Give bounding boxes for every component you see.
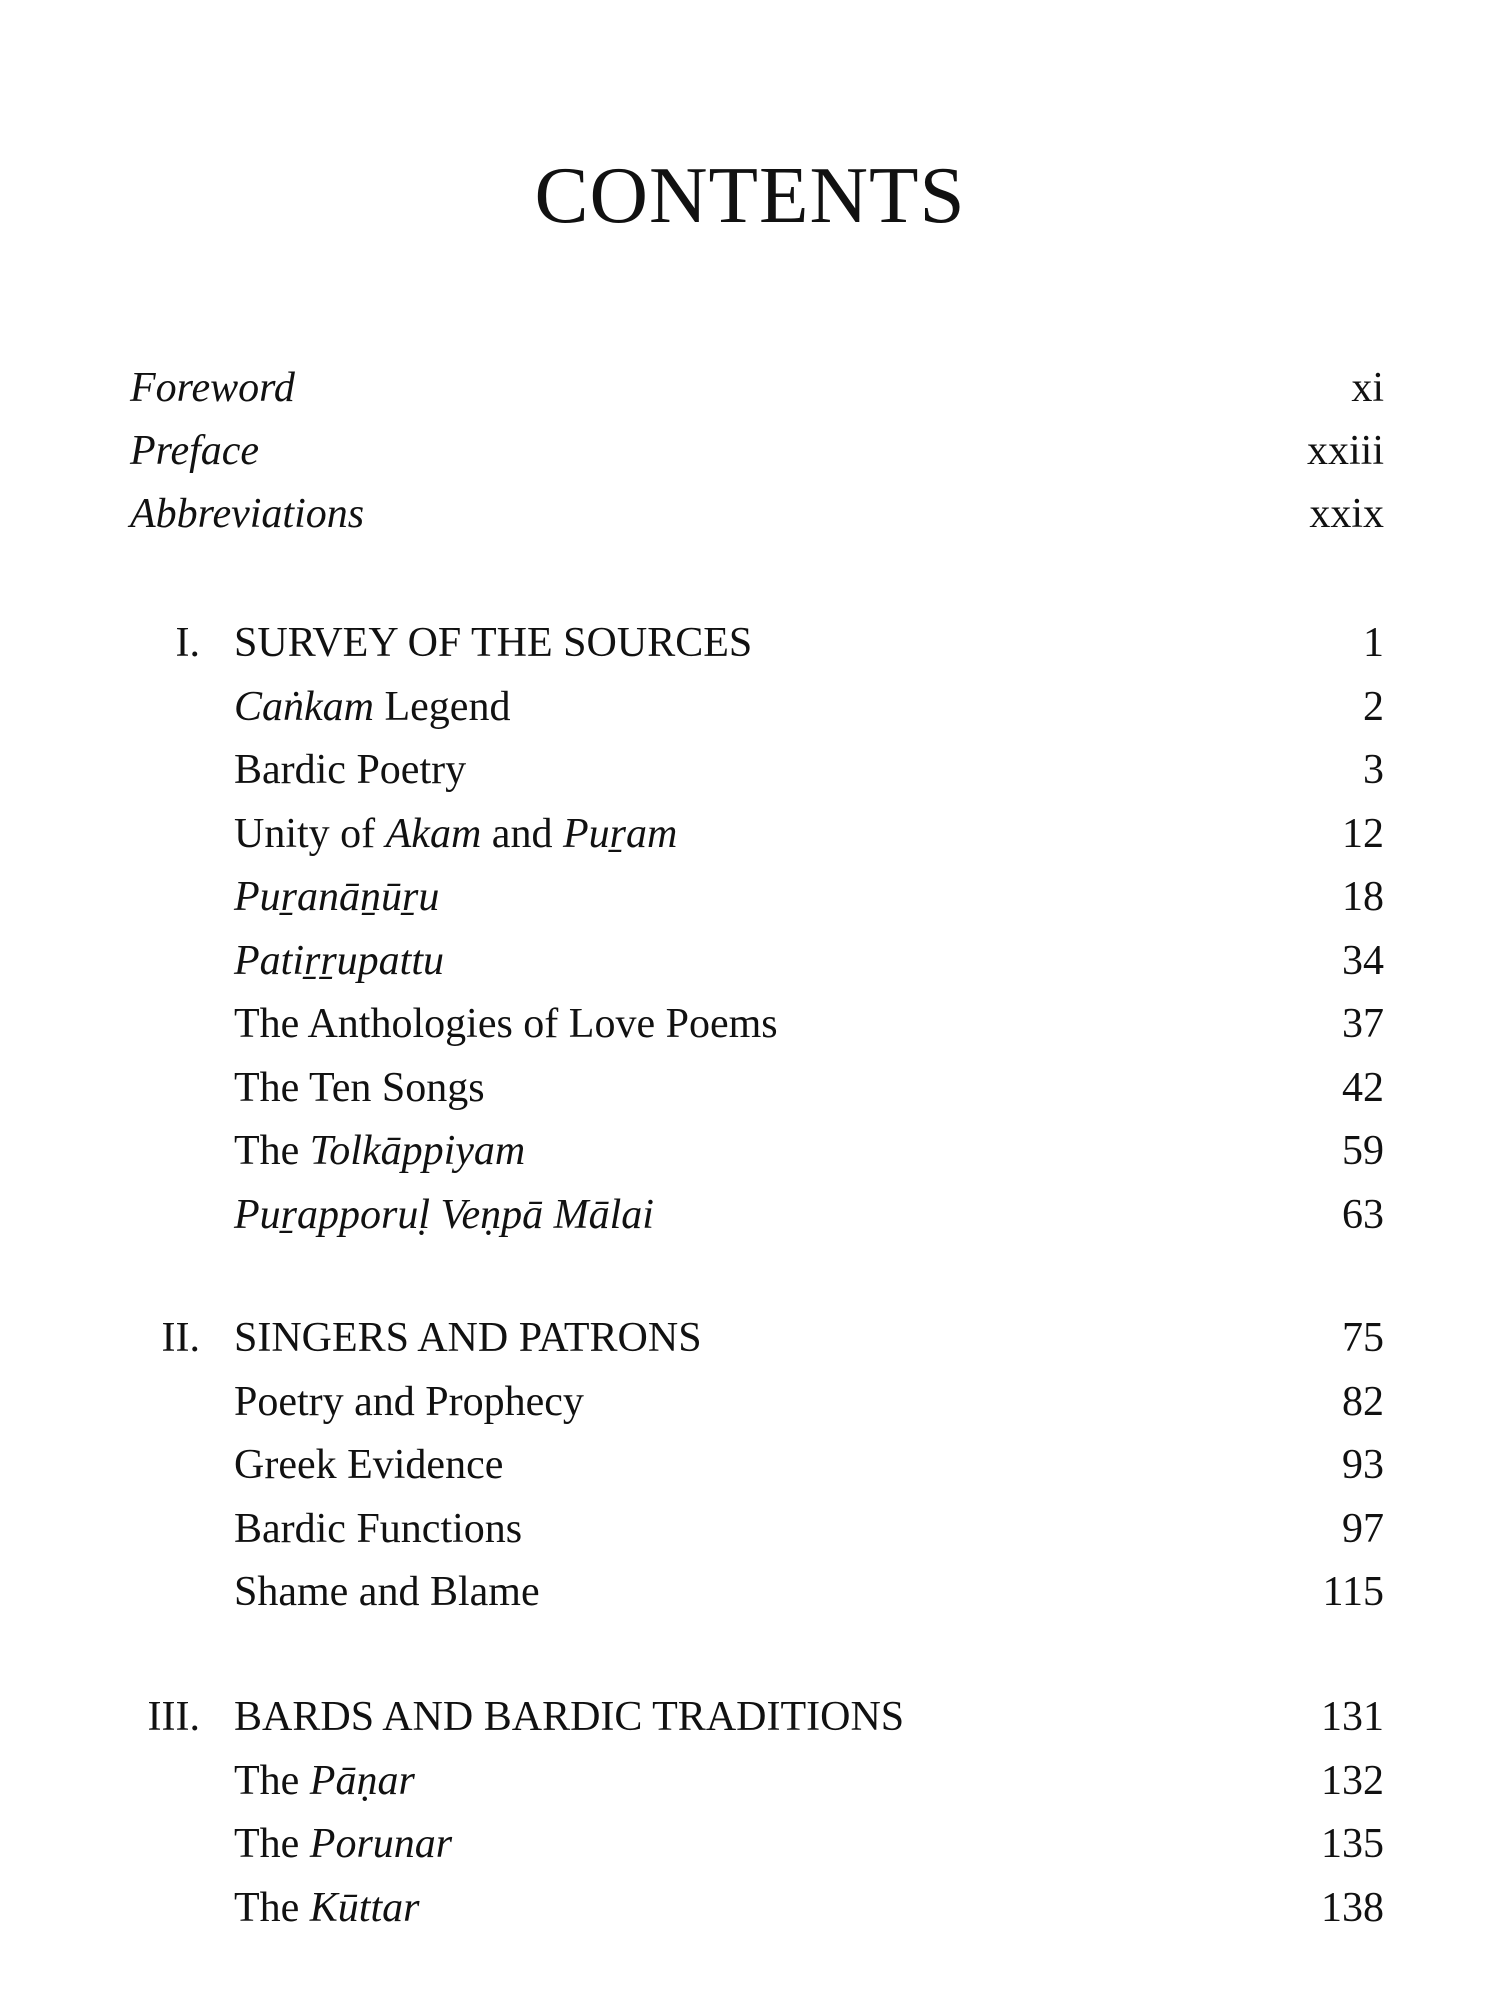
entry-title: Preface bbox=[130, 428, 260, 474]
section-title bbox=[234, 740, 466, 800]
chapter-numeral: I. bbox=[175, 620, 200, 666]
section-entry bbox=[0, 677, 1500, 737]
section-entry bbox=[0, 1878, 1500, 1938]
title-part: Unity of bbox=[234, 811, 386, 857]
page-number: 34 bbox=[1342, 938, 1384, 984]
title-part: Akam bbox=[385, 811, 482, 857]
title-part: The bbox=[234, 1821, 310, 1867]
page-number: 3 bbox=[1363, 747, 1384, 793]
page-number: 37 bbox=[1342, 1001, 1384, 1047]
page-number: xxiii bbox=[1306, 428, 1384, 474]
front-matter-entry bbox=[0, 484, 1500, 544]
title-part: Legend bbox=[374, 684, 511, 730]
section-title bbox=[234, 1435, 503, 1495]
section-title bbox=[234, 1562, 540, 1622]
section-title bbox=[234, 931, 444, 991]
page-number: 138 bbox=[1321, 1885, 1384, 1931]
section-title bbox=[234, 1878, 420, 1938]
section-title bbox=[234, 867, 439, 927]
title-part: Puṟanāṉūṟu bbox=[234, 874, 440, 920]
title-part: Puṟapporuḷ Veṇpā Mālai bbox=[234, 1192, 654, 1238]
section-title bbox=[234, 1058, 485, 1118]
section-title bbox=[234, 804, 677, 864]
section-title bbox=[234, 1499, 522, 1559]
entry-title: Abbreviations bbox=[130, 491, 365, 537]
front-matter-entry bbox=[0, 421, 1500, 481]
title-part: and bbox=[481, 811, 563, 857]
section-entry bbox=[0, 1562, 1500, 1622]
page-number: 93 bbox=[1342, 1442, 1384, 1488]
section-entry bbox=[0, 740, 1500, 800]
title-part: The bbox=[234, 1758, 310, 1804]
page-number: 59 bbox=[1342, 1128, 1384, 1174]
page-number: 131 bbox=[1321, 1694, 1384, 1740]
chapter-title: BARDS AND BARDIC TRADITIONS bbox=[234, 1694, 905, 1740]
entry-title: Foreword bbox=[130, 365, 295, 411]
section-title bbox=[234, 677, 510, 737]
section-title bbox=[234, 1121, 525, 1181]
page-title: CONTENTS bbox=[534, 150, 966, 240]
title-part: The Anthologies of Love Poems bbox=[234, 1001, 778, 1047]
chapter-title: SINGERS AND PATRONS bbox=[234, 1315, 702, 1361]
section-entry bbox=[0, 1121, 1500, 1181]
title-part: Puṟam bbox=[562, 811, 678, 857]
page-number: xxix bbox=[1309, 491, 1384, 537]
title-part: The bbox=[234, 1885, 310, 1931]
title-part: Poetry and Prophecy bbox=[234, 1379, 584, 1425]
title-part: Porunar bbox=[309, 1821, 453, 1867]
page-number: 135 bbox=[1321, 1821, 1384, 1867]
title-part: Bardic Functions bbox=[234, 1506, 523, 1552]
chapter-heading bbox=[0, 613, 1500, 673]
page-number: 97 bbox=[1342, 1506, 1384, 1552]
title-part: Shame and Blame bbox=[234, 1569, 540, 1615]
front-matter-entry bbox=[0, 358, 1500, 418]
title-part: The Ten Songs bbox=[234, 1065, 485, 1111]
page-number: 75 bbox=[1342, 1315, 1384, 1361]
title-part: Kūttar bbox=[309, 1885, 420, 1931]
title-part: Caṅkam bbox=[234, 684, 374, 730]
title-part: Tolkāppiyam bbox=[309, 1128, 526, 1174]
section-title bbox=[234, 1185, 654, 1245]
title-part: Bardic Poetry bbox=[234, 747, 467, 793]
section-title bbox=[234, 1372, 584, 1432]
page-number: 115 bbox=[1322, 1569, 1384, 1615]
page-number: 63 bbox=[1342, 1192, 1384, 1238]
section-entry bbox=[0, 1058, 1500, 1118]
section-entry bbox=[0, 1185, 1500, 1245]
chapter-heading bbox=[0, 1308, 1500, 1368]
page-number: 42 bbox=[1342, 1065, 1384, 1111]
section-entry bbox=[0, 931, 1500, 991]
page-number: 1 bbox=[1363, 620, 1384, 666]
page-number: 82 bbox=[1342, 1379, 1384, 1425]
chapter-numeral: II. bbox=[161, 1315, 200, 1361]
section-entry bbox=[0, 994, 1500, 1054]
title-part: Patiṟṟupattu bbox=[234, 938, 445, 984]
page-number: xi bbox=[1351, 365, 1384, 411]
section-entry bbox=[0, 1435, 1500, 1495]
page-number: 18 bbox=[1342, 874, 1384, 920]
chapter-numeral: III. bbox=[147, 1694, 200, 1740]
page-number: 2 bbox=[1363, 684, 1384, 730]
section-entry bbox=[0, 1372, 1500, 1432]
section-title bbox=[234, 994, 778, 1054]
section-title bbox=[234, 1814, 452, 1874]
title-part: The bbox=[234, 1128, 310, 1174]
chapter-heading bbox=[0, 1687, 1500, 1747]
title-part: Greek Evidence bbox=[234, 1442, 504, 1488]
section-entry bbox=[0, 1751, 1500, 1811]
section-title bbox=[234, 1751, 415, 1811]
title-part: Pāṇar bbox=[309, 1758, 415, 1804]
section-entry bbox=[0, 867, 1500, 927]
section-entry bbox=[0, 1499, 1500, 1559]
page-number: 132 bbox=[1321, 1758, 1384, 1804]
section-entry bbox=[0, 804, 1500, 864]
page-number: 12 bbox=[1342, 811, 1384, 857]
chapter-title: SURVEY OF THE SOURCES bbox=[234, 620, 753, 666]
section-entry bbox=[0, 1814, 1500, 1874]
